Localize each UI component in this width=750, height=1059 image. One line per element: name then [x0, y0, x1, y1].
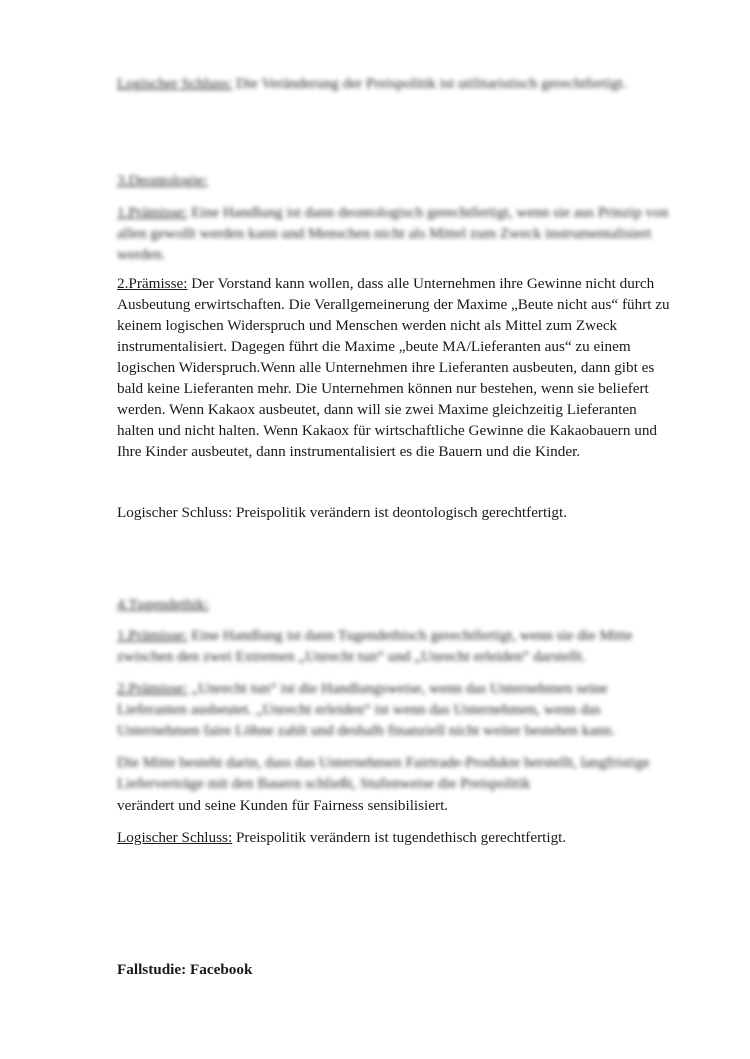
virtue-premise-1 [117, 625, 677, 667]
virtue-premise-1-label: 1.Prämisse: [117, 627, 188, 644]
premise-2-text: Der Vorstand kann wollen, dass alle Unternehmen ihre Gewinne nicht durch Ausbeutung erwirtschaften. Die Verallgemeinerung der Maxime „Beute nicht aus“ führt zu keinem logischen Widerspruch und Menschen werden nicht als Mittel zum Zweck instrumentalisiert. Dagegen führt die Maxime „beute MA/Lieferanten aus“ zu einem logischen Widerspruch.Wenn alle Unternehmen ihre Lieferanten ausbeuten, dann gibt es bald keine Lieferanten mehr. Die Unternehmen können nur bestehen, wenn sie beliefert werden. Wenn Kakaox ausbeutet, dann will sie zwei Maxime gleichzeitig Lieferanten halten und nicht halten. Wenn Kakaox für wirtschaftliche Gewinne die Kakaobauern und Ihre Kinder ausbeutet, dann instrumentalisiert es die Bauern und die Kinder. [117, 275, 670, 460]
deontology-heading: 3.Deontologie: [117, 172, 208, 189]
deontology-premise-2 [117, 273, 677, 462]
case-study-heading: Fallstudie: Facebook [117, 961, 253, 978]
deontology-conclusion: Logischer Schluss: Preispolitik verändern ist deontologisch gerechtfertigt. [117, 504, 568, 521]
premise-1-text: Eine Handlung ist dann deontologisch gerechtfertigt, wenn sie aus Prinzip von allen gewollt werden kann und Menschen nicht als Mittel zum Zweck instrumentalisiert werden. [117, 204, 669, 263]
virtue-premise-1-text: Eine Handlung ist dann Tugendethisch gerechtfertigt, wenn sie die Mitte zwischen den zwei Extremen „Unrecht tun“ und „Unrecht erleiden“ darstellt. [117, 627, 633, 665]
virtue-premise-2-text: „Unrecht tun“ ist die Handlungsweise, wenn das Unternehmen seine Lieferanten ausbeutet. „Unrecht erleiden“ ist wenn das Unternehmen, wenn das Unternehmen faire Löhne zahlt und deshalb finanziell nicht weiter bestehen kann. [117, 680, 616, 739]
virtue-middle-blurred: Die Mitte besteht darin, dass das Unternehmen Fairtrade-Produkte herstellt, langfristige Lieferverträge mit den Bauern schließt, Stufenweise die Preispolitik [117, 754, 650, 792]
virtue-ethics-heading: 4.Tugendethik: [117, 596, 209, 613]
conclusion-label: Logischer Schluss: [117, 75, 233, 92]
virtue-conclusion-label: Logischer Schluss: [117, 829, 233, 846]
virtue-conclusion [117, 827, 677, 848]
conclusion-text: Die Veränderung der Preispolitik ist utilitaristisch gerechtfertigt. [232, 75, 627, 92]
virtue-middle-visible: verändert und seine Kunden für Fairness sensibilisiert. [117, 797, 449, 814]
premise-1-label: 1.Prämisse: [117, 204, 188, 221]
premise-2-label: 2.Prämisse: [117, 275, 188, 292]
deontology-premise-1 [117, 202, 677, 265]
utilitarian-conclusion [117, 73, 677, 94]
virtue-conclusion-text: Preispolitik verändern ist tugendethisch gerechtfertigt. [232, 829, 567, 846]
virtue-premise-2 [117, 678, 677, 741]
virtue-premise-2-label: 2.Prämisse: [117, 680, 188, 697]
